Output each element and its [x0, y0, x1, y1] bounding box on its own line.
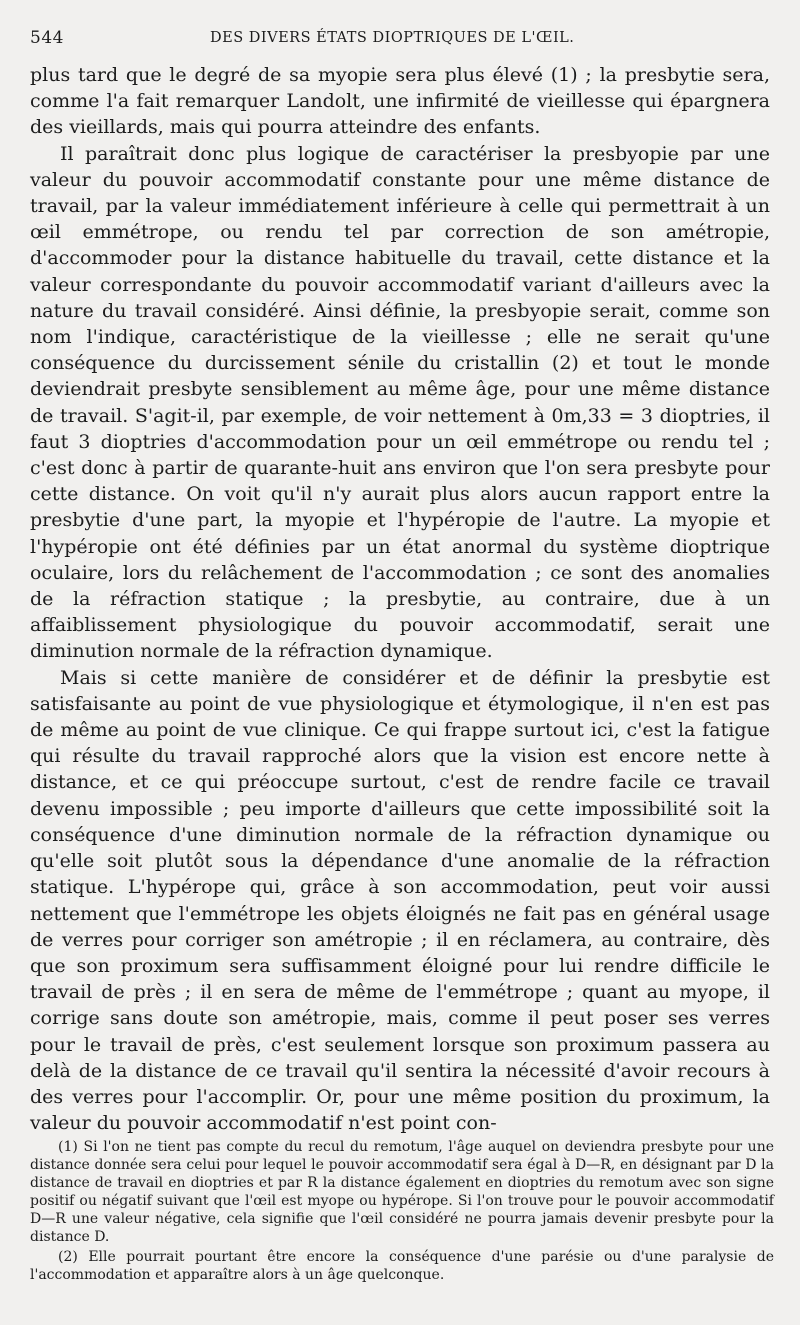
page-number: 544	[30, 28, 64, 48]
paragraph: Mais si cette manière de considérer et de définir la presbytie est satisfaisante au point de vue physiologique et étymologique, il n'en est pas de même au point de vue clinique. Ce qui frappe surtout ici, c'est la fatigue qui résulte du travail rapproché alors que la vision est encore nette à distance, et ce qui préoccupe surtout, c'est de rendre facile ce travail devenu impossible ; peu importe d'ailleurs que cette impossibilité soit la conséquence d'une diminution normale de la réfraction dynamique ou qu'elle soit plutôt sous la dépendance d'une anomalie de la réfraction statique. L'hypérope qui, grâce à son accommodation, peut voir aussi nettement que l'emmétrope les objets éloignés ne fait pas en général usage de verres pour corriger son amétropie ; il en réclamera, au contraire, dès que son proximum sera suffisamment éloigné pour lui rendre difficile le travail de près ; il en sera de même de l'emmétrope ; quant au myope, il corrige sans doute son amétropie, mais, comme il peut poser ses verres pour le travail de près, c'est seulement lorsque son proximum passera au delà de la distance de ce travail qu'il sentira la nécessité d'avoir recours à des verres pour l'accomplir. Or, pour une même position du proximum, la valeur du pouvoir accommodatif n'est point con-	[30, 666, 770, 1135]
footnotes	[30, 1138, 774, 1286]
paragraph: plus tard que le degré de sa myopie sera plus élevé (1) ; la presbytie sera, comme l'a fait remarquer Landolt, une infirmité de vieillesse qui épargnera des vieillards, mais qui pourra atteindre des enfants.	[30, 64, 770, 139]
main-text	[30, 62, 770, 1136]
paragraph: Il paraîtrait donc plus logique de caractériser la presbyopie par une valeur du pouvoir accommodatif constante pour une même distance de travail, par la valeur immédiatement inférieure à celle qui permettrait à un œil emmétrope, ou rendu tel par correction de son amétropie, d'accommoder pour la distance habituelle du travail, cette distance et la valeur correspondante du pouvoir accommodatif variant d'ailleurs avec la nature du travail considéré. Ainsi définie, la presbyopie serait, comme son nom l'indique, caractéristique de la vieillesse ; elle ne serait qu'une conséquence du durcissement sénile du cristallin (2) et tout le monde deviendrait presbyte sensiblement au même âge, pour une même distance de travail. S'agit-il, par exemple, de voir nettement à 0m,33 = 3 dioptries, il faut 3 dioptries d'accommodation pour un œil emmétrope ou rendu tel ; c'est donc à partir de quarante-huit ans environ que l'on sera presbyte pour cette distance. On voit qu'il n'y aurait plus alors aucun rapport entre la presbytie d'une part, la myopie et l'hypéropie de l'autre. La myopie et l'hypéropie ont été définies par un état anormal du système dioptrique oculaire, lors du relâchement de l'accommodation ; ce sont des anomalies de la réfraction statique ; la presbytie, au contraire, due à un affaiblissement physiologique du pouvoir accommodatif, serait une diminution normale de la réfraction dynamique.	[30, 142, 770, 663]
running-title: DES DIVERS ÉTATS DIOPTRIQUES DE L'ŒIL.	[210, 30, 575, 46]
footnote: (2) Elle pourrait pourtant être encore la conséquence d'une parésie ou d'une paralysie de l'accommodation et apparaître alors à un âge quelconque.	[30, 1249, 774, 1283]
footnote: (1) Si l'on ne tient pas compte du recul du remotum, l'âge auquel on deviendra presbyte pour une distance donnée sera celui pour lequel le pouvoir accommodatif sera égal à D—R, en désignant par D la distance de travail en dioptries et par R la distance également en dioptries du remotum avec son signe positif ou négatif suivant que l'œil est myope ou hypérope. Si l'on trouve pour le pouvoir accommodatif D—R une valeur négative, cela signifie que l'œil considéré ne pourra jamais devenir presbyte pour la distance D.	[30, 1139, 774, 1245]
page-header	[30, 28, 770, 50]
